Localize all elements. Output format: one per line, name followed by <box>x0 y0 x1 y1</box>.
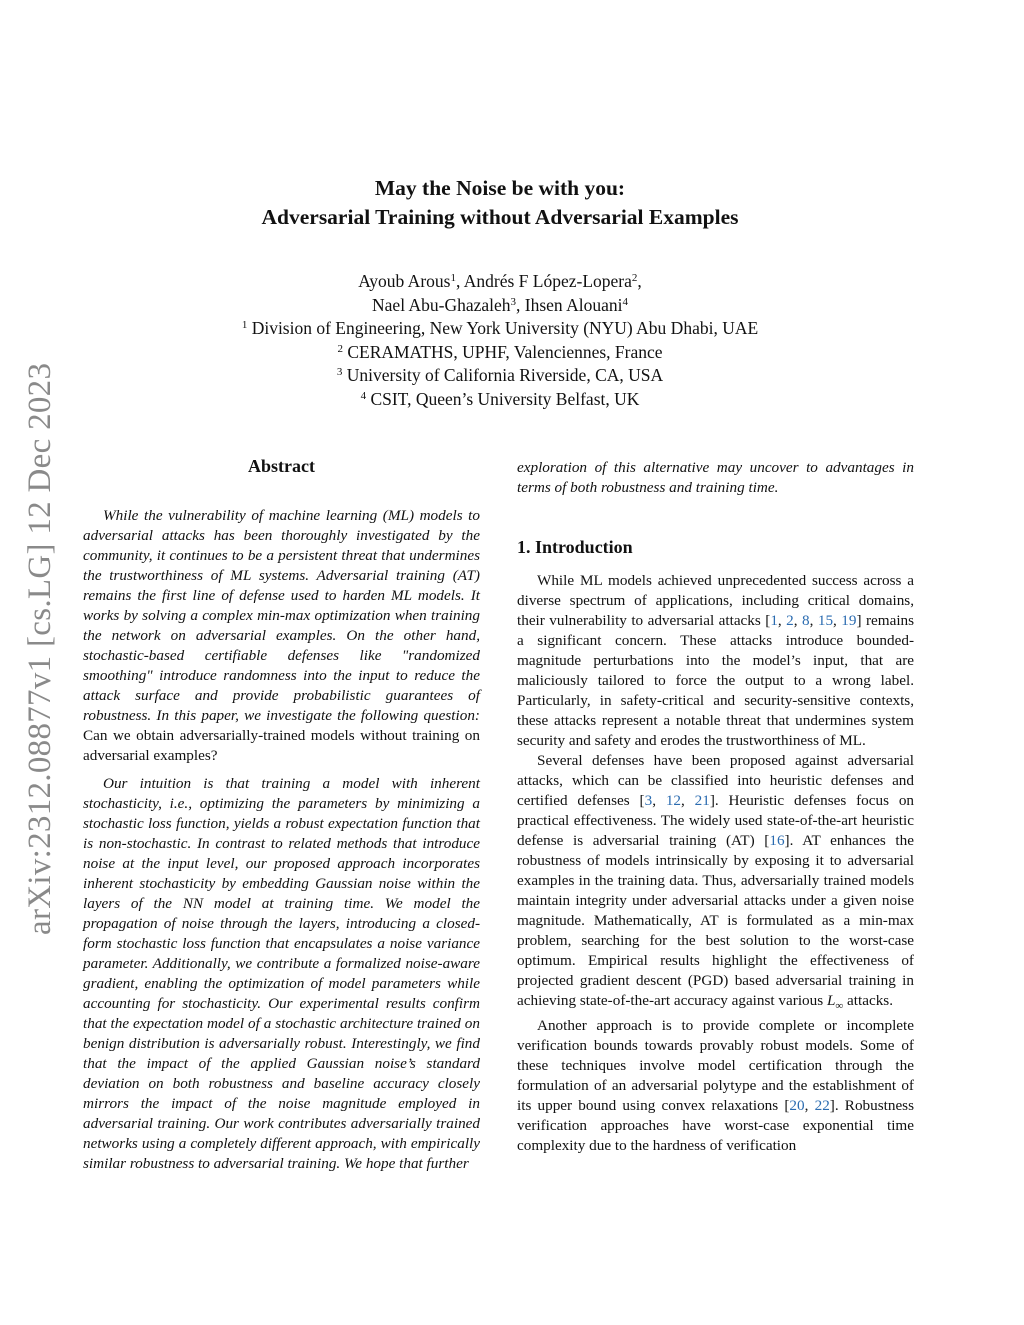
affiliation-mark: 2 <box>337 342 343 355</box>
citation-link[interactable]: 20 <box>789 1097 805 1115</box>
affiliation-mark: 4 <box>622 295 628 308</box>
citation-link[interactable]: 16 <box>769 832 785 849</box>
text-run: Another approach is to provide complete or incomplete verification bounds towards provably robust models. Some of these techniques involve model certification through the formulation of an adversarial polytype and the establishment of its upper bound using convex relaxations [ <box>517 1017 914 1115</box>
text-run: Nael Abu-Ghazaleh <box>372 294 511 315</box>
citation-link[interactable]: 21 <box>694 792 710 809</box>
abstract-body <box>83 506 480 1174</box>
text-run: CERAMATHS, UPHF, Valenciennes, France <box>342 341 663 362</box>
text-run: , <box>681 792 695 809</box>
right-column <box>517 458 914 1156</box>
affiliation-mark: 4 <box>360 389 367 402</box>
arxiv-identifier-stamp: arXiv:2312.08877v1 [cs.LG] 12 Dec 2023 <box>22 362 58 935</box>
paragraph <box>83 774 480 1174</box>
paragraph <box>517 751 914 1016</box>
paragraph <box>517 1016 914 1156</box>
text-run: Can we obtain adversarially-trained models without training on adversarial examples? <box>83 727 480 764</box>
text-run: , <box>793 612 802 629</box>
citation-link[interactable]: 19 <box>841 612 857 629</box>
citation-link[interactable]: 1 <box>770 612 778 629</box>
italic-text: Our intuition is that training a model with inherent stochasticity, i.e., optimizing the parameters by minimizing a stochastic loss function, yields a robust expectation function that is non-stochastic. In contrast to related methods that introduce noise at the input level, our proposed approach incorporates inherent stochasticity by embedding Gaussian noise within the layers of the NN model at training time. We model the propagation of noise through the layers, introducing a closed-form stochastic loss function that encapsulates a noise variance parameter. Additionally, we contribute a formalized noise-aware gradient, enabling the optimization of model parameters while accounting for stochasticity. Our experimental results confirm that the expectation model of a stochastic architecture trained on benign distribution is adversarially robust. Interestingly, we find that the impact of the applied Gaussian noise’s standard deviation on both robustness and baseline accuracy closely mirrors the impact of the noise magnitude employed in adversarial training. Our work contributes adversarially trained networks using a completely different approach, with empirically similar robustness to adversarial training. We hope that further <box>83 775 480 1172</box>
affiliation-mark: 3 <box>510 295 517 308</box>
affiliation-mark: 1 <box>450 272 456 284</box>
citation-link[interactable]: 3 <box>644 792 653 809</box>
paragraph <box>517 571 914 751</box>
citation-link[interactable]: 15 <box>817 612 834 629</box>
affiliation-mark: 2 <box>631 272 638 284</box>
author-line <box>0 270 1000 294</box>
citation-link[interactable]: 22 <box>814 1097 830 1115</box>
citation-link[interactable]: 12 <box>665 792 681 809</box>
author-line <box>0 294 1000 318</box>
text-run: , <box>809 612 818 629</box>
text-run: Division of Engineering, New York University (NYU) Abu Dhabi, UAE <box>247 318 759 338</box>
introduction-body <box>517 571 914 1156</box>
author-line <box>0 317 1000 341</box>
citation-link[interactable]: 2 <box>786 612 794 629</box>
text-run: While ML models achieved unprecedented success across a diverse spectrum of applications, including critical domains, their vulnerability to adversarial attacks [ <box>517 572 914 629</box>
paragraph <box>83 506 480 766</box>
text-run: , <box>833 612 842 629</box>
authors-affiliations <box>0 270 1000 411</box>
text-run: , <box>804 1097 815 1115</box>
affiliation-mark: 3 <box>336 366 343 378</box>
abstract-heading: Abstract <box>248 456 315 476</box>
text-run: , Ihsen Alouani <box>516 294 623 315</box>
left-column <box>83 456 480 1174</box>
author-line <box>0 364 1000 388</box>
text-run: Ayoub Arous <box>358 271 451 291</box>
italic-text: While the vulnerability of machine learning (ML) models to adversarial attacks has been thoroughly investigated by the community, it continues to be a persistent threat that undermines the trustworthiness of ML systems. Adversarial training (AT) remains the first line of defense used to harden ML models. It works by solving a complex min-max optimization when training the network on adversarial examples. On the other hand, stochastic-based certifiable defenses like "randomized smoothing" introduce randomness into the input to reduce the attack surface and provide probabilistic guarantees of robustness. In this paper, we investigate the following question: <box>83 507 480 724</box>
text-run: , Andrés F López-Lopera <box>455 271 632 291</box>
introduction-heading: 1. Introduction <box>517 537 633 557</box>
italic-text: L <box>826 992 836 1009</box>
text-run: , <box>637 271 642 291</box>
author-line <box>0 388 1000 412</box>
affiliation-mark: 1 <box>241 319 248 331</box>
paper-title <box>0 174 1000 232</box>
citation-link[interactable]: 8 <box>802 612 810 629</box>
title-line-2: Adversarial Training without Adversarial Examples <box>261 205 739 229</box>
text-run: , <box>652 792 666 809</box>
subscript: ∞ <box>835 1000 844 1013</box>
text-run: attacks. <box>843 992 893 1009</box>
text-run: Several defenses have been proposed against adversarial attacks, which can be classified into heuristic defenses and certified defenses [ <box>517 752 914 809</box>
text-run: , <box>777 612 787 629</box>
title-line-1: May the Noise be with you: <box>374 176 626 200</box>
text-run: University of California Riverside, CA, USA <box>342 365 664 385</box>
abstract-continuation: exploration of this alternative may uncover to advantages in terms of both robustness and training time. <box>517 459 914 496</box>
text-run: CSIT, Queen’s University Belfast, UK <box>366 388 640 409</box>
text-run: ]. AT enhances the robustness of models intrinsically by exposing it to adversarial examples in the training data. Thus, adversarially trained models maintain integrity under adversarial attacks under a given noise magnitude. Mathematically, AT is formulated as a min-max problem, searching for the best solution to the worst-case optimum. Empirical results highlight the effectiveness of projected gradient descent (PGD) based adversarial training in achieving state-of-the-art accuracy against various <box>517 832 914 1009</box>
text-run: ]. Heuristic defenses focus on practical effectiveness. The widely used state-of-the-art heuristic defense is adversarial training (AT) [ <box>517 792 915 849</box>
text-run: ]. Robustness verification approaches have worst-case exponential time complexity due to the hardness of verification <box>517 1097 915 1155</box>
text-run: ] remains a significant concern. These attacks introduce bounded-magnitude perturbations into the model’s input, that are maliciously tailored to force the output to a wrong label. Particularly, in safety-critical and security-sensitive contexts, these attacks represent a notable threat that undermines system security and safety and erodes the trustworthiness of ML. <box>517 612 915 749</box>
author-line <box>0 341 1000 365</box>
